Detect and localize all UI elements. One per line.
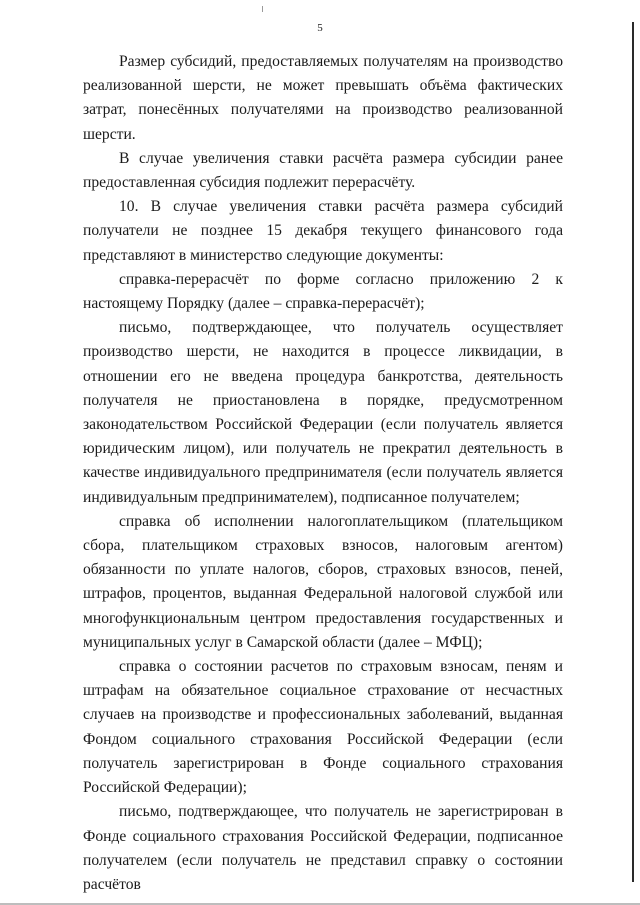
- paragraph-item-10: 10. В случае увеличения ставки расчёта размера субсидий получатели не позднее 15 декабря текущего финансового года представляют в министерство следующие документы:: [83, 198, 563, 264]
- page-edge: [632, 22, 634, 882]
- document-body: [83, 50, 563, 897]
- list-item-not-registered-letter: письмо, подтверждающее, что получатель не зарегистрирован в Фонде социального страхования Российской Федерации, подписанное получателем (если получатель не представил справку о состоянии расчётов: [83, 803, 563, 893]
- scan-mark: [262, 6, 263, 12]
- list-item-recalc-certificate: справка-перерасчёт по форме согласно приложению 2 к настоящему Порядку (далее – справка-перерасчёт);: [83, 270, 563, 313]
- paragraph-subsidy-limit: Размер субсидий, предоставляемых получателям на производство реализованной шерсти, не может превышать объёма фактических затрат, понесённых получателями на производство реализованной шерсти.: [83, 53, 563, 143]
- list-item-confirmation-letter: письмо, подтверждающее, что получатель осуществляет производство шерсти, не находится в процессе ликвидации, в отношении его не введена процедура банкротства, деятельность получателя не приостановлена в порядке, предусмотренном законодательством Российской Федерации (если получатель является юридическим лицом), или получатель не прекратил деятельность в качестве индивидуального предпринимателя (если получатель является индивидуальным предпринимателем), подписанное получателем;: [83, 319, 563, 506]
- list-item-tax-certificate: справка об исполнении налогоплательщиком (плательщиком сбора, плательщиком страховых взносов, налоговым агентом) обязанности по уплате налогов, сборов, страховых взносов, пеней, штрафов, процентов, выданная Федеральной налоговой службой или многофункциональным центром предоставления государственных и муниципальных услуг в Самарской области (далее – МФЦ);: [83, 512, 563, 651]
- paragraph-recalculation: В случае увеличения ставки расчёта размера субсидии ранее предоставленная субсидия подлежит перерасчёту.: [83, 149, 563, 192]
- list-item-insurance-certificate: справка о состоянии расчетов по страховым взносам, пеням и штрафам на обязательное социальное страхование от несчастных случаев на производстве и профессиональных заболеваний, выданная Фондом социального страхования Российской Федерации (если получатель зарегистрирован в Фонде социального страхования Российской Федерации);: [83, 658, 563, 797]
- page-number: 5: [317, 22, 323, 34]
